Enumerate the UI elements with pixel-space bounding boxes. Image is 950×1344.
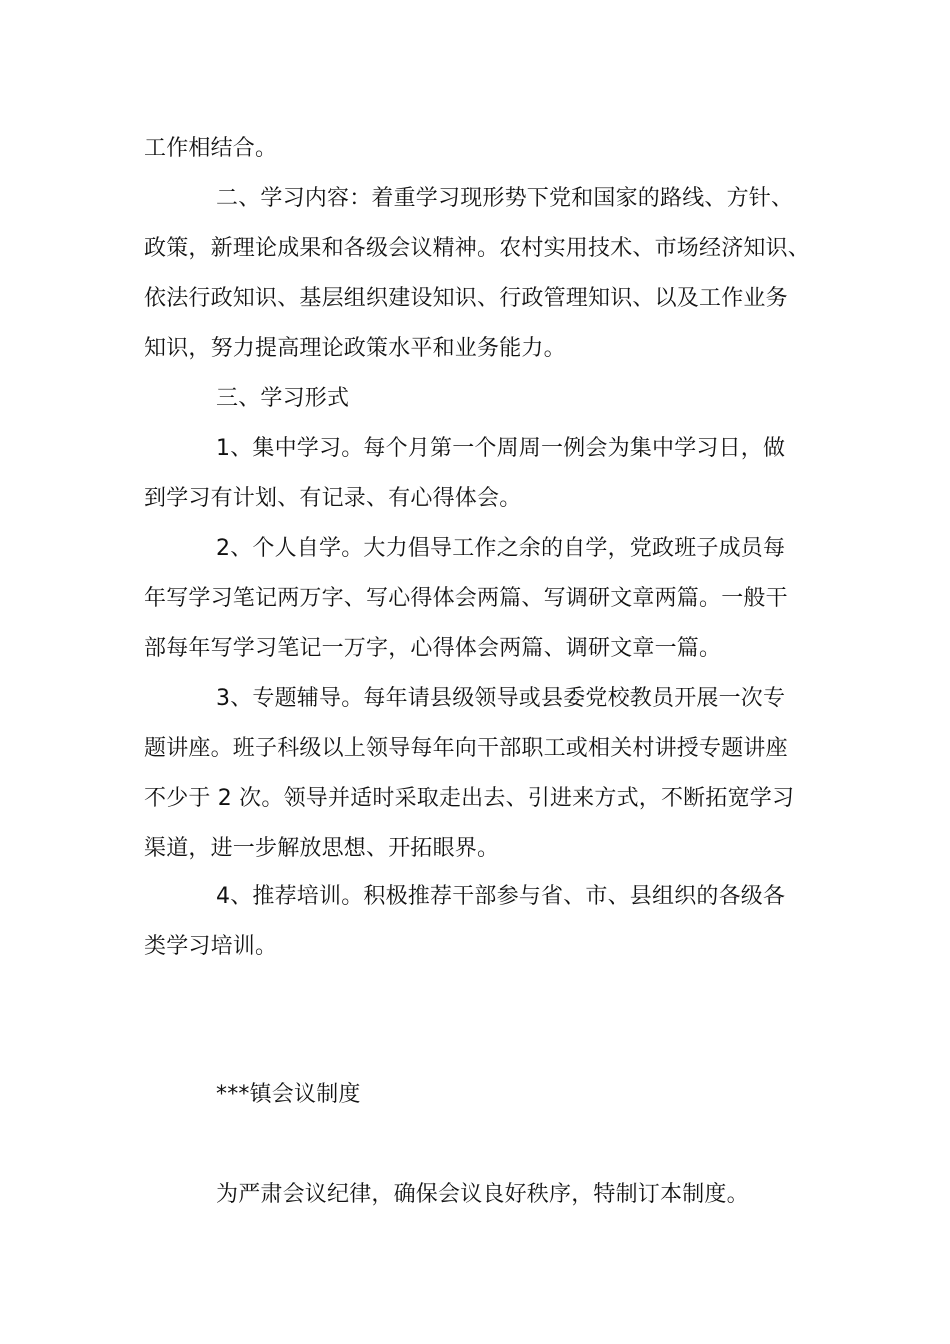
section-heading: 三、学习形式 xyxy=(216,386,350,411)
paragraph-line: 不少于 2 次。领导并适时采取走出去、引进来方式，不断拓宽学习 xyxy=(144,786,795,811)
paragraph-line: 1、集中学习。每个月第一个周周一例会为集中学习日，做 xyxy=(216,436,786,461)
paragraph-line: 4、推荐培训。积极推荐干部参与省、市、县组织的各级各 xyxy=(216,884,786,909)
paragraph-line: 题讲座。班子科级以上领导每年向干部职工或相关村讲授专题讲座 xyxy=(144,736,788,761)
paragraph-line: 二、学习内容：着重学习现形势下党和国家的路线、方针、 xyxy=(216,186,794,211)
paragraph-line: 2、个人自学。大力倡导工作之余的自学，党政班子成员每 xyxy=(216,536,786,561)
paragraph-line: 到学习有计划、有记录、有心得体会。 xyxy=(144,486,522,511)
paragraph-line: 部每年写学习笔记一万字，心得体会两篇、调研文章一篇。 xyxy=(144,636,722,661)
paragraph-line: 3、专题辅导。每年请县级领导或县委党校教员开展一次专 xyxy=(216,686,786,711)
intro-paragraph: 为严肃会议纪律，确保会议良好秩序，特制订本制度。 xyxy=(216,1182,749,1207)
paragraph-line: 年写学习笔记两万字、写心得体会两篇、写调研文章两篇。一般干 xyxy=(144,586,788,611)
paragraph-line: 知识，努力提高理论政策水平和业务能力。 xyxy=(144,336,566,361)
paragraph-line: 依法行政知识、基层组织建设知识、行政管理知识、以及工作业务 xyxy=(144,286,788,311)
paragraph-line: 工作相结合。 xyxy=(144,136,278,161)
paragraph-line: 类学习培训。 xyxy=(144,934,278,959)
paragraph-line: 政策，新理论成果和各级会议精神。农村实用技术、市场经济知识、 xyxy=(144,236,811,261)
paragraph-line: 渠道，进一步解放思想、开拓眼界。 xyxy=(144,836,500,861)
document-title: ***镇会议制度 xyxy=(216,1082,361,1107)
